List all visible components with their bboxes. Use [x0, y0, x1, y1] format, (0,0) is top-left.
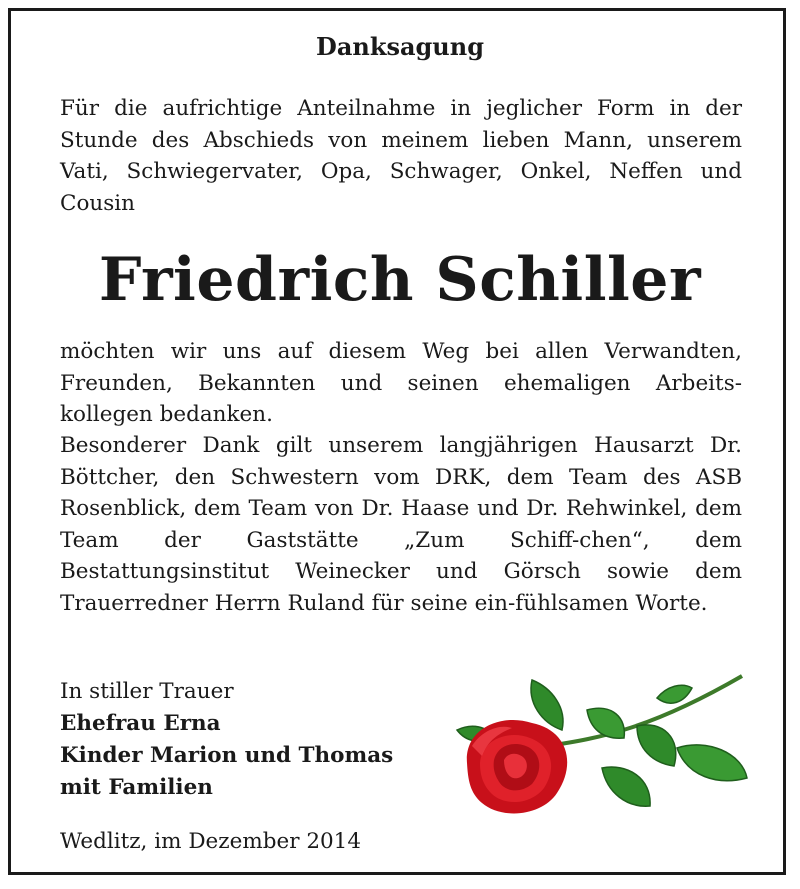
- rose-leaf: [602, 767, 650, 806]
- intro-paragraph: Für die aufrichtige Anteilnahme in jeglicher Form in der Stunde des Abschieds von meinem lieben Mann, unserem Vati, Schwiegervater, Opa, Schwager, Onkel, Neffen und Cousin: [60, 96, 742, 216]
- place-date: Wedlitz, im Dezember 2014: [60, 829, 362, 854]
- mourner-spouse: Ehefrau Erna: [60, 711, 221, 736]
- rose-leaf: [677, 745, 747, 781]
- deceased-name: Friedrich Schiller: [98, 245, 702, 315]
- notice-heading: Danksagung: [316, 32, 484, 61]
- mourner-families: mit Familien: [60, 775, 213, 800]
- red-rose-icon: [452, 668, 752, 828]
- signature-block: [60, 676, 393, 804]
- rose-leaf: [637, 725, 676, 766]
- mourner-children: Kinder Marion und Thomas: [60, 743, 394, 768]
- mourning-line: In stiller Trauer: [60, 679, 234, 704]
- rose-leaf: [587, 708, 624, 738]
- rose-leaf: [657, 685, 692, 703]
- special-thanks-paragraph: Besonderer Dank gilt unserem langjährigen Hausarzt Dr. Böttcher, den Schwestern vom DRK, dem Team des ASB Rosenblick, dem Team von Dr. Haase und Dr. Rehwinkel, dem Team der Gaststätte „Zum Schiff-chen“, dem Bestattungsinstitut Weinecker und Görsch sowie dem Trauerredner Herrn Ruland für seine ein-fühlsamen Worte.: [60, 433, 742, 616]
- rose-leaf: [531, 680, 563, 730]
- rose-blossom: [467, 720, 567, 813]
- thanks-paragraph: möchten wir uns auf diesem Weg bei allen Verwandten, Freunden, Bekannten und seinen ehemaligen Arbeits-kollegen bedanken.: [60, 339, 742, 427]
